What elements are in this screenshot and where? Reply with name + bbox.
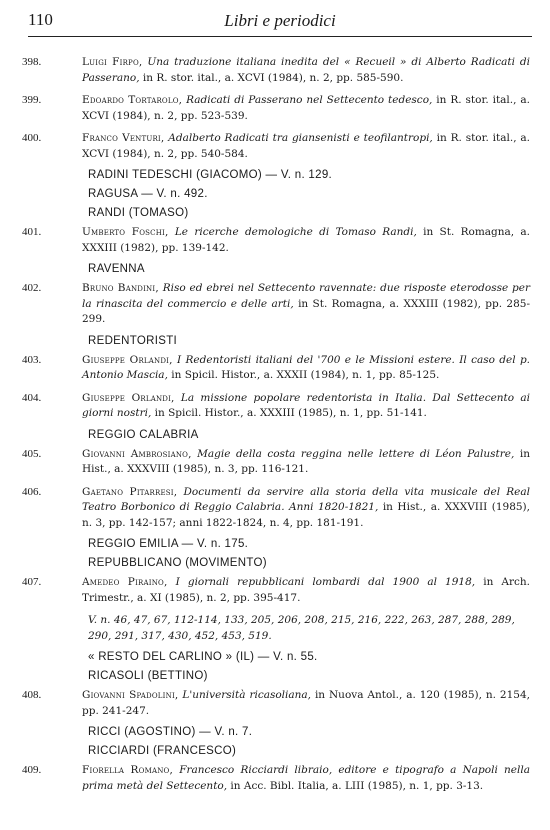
entry-number: 405.	[22, 447, 42, 460]
entry-number: 403.	[22, 353, 42, 366]
entry-citation: in Hist., a. XXXVIII (1985), n. 3, pp. 142-157; anni 1822-1824, n. 4, pp. 181-191.	[82, 501, 530, 529]
entry-author: Luigi Firpo,	[82, 56, 143, 68]
subject-heading: RADINI TEDESCHI (GIACOMO) — V. n. 129.	[88, 169, 333, 181]
bibliography-entry	[22, 353, 530, 384]
entry-citation: in St. Romagna, a. XXXIII (1982), pp. 285-299.	[82, 297, 530, 325]
cross-references: V. n. 46, 47, 67, 112-114, 133, 205, 206, 208, 215, 216, 222, 263, 287, 288, 289, 290, 291, 317, 430, 452, 453, 519.	[88, 614, 515, 642]
entry-number: 408.	[22, 689, 42, 701]
subject-heading: REDENTORISTI	[88, 334, 178, 347]
entry-number: 398.	[22, 56, 42, 68]
entry-citation: in Acc. Bibl. Italia, a. LIII (1985), n. 1, pp. 3-13.	[230, 779, 484, 792]
subject-heading: RANDI (TOMASO)	[88, 207, 189, 219]
entry-title: I giornali repubblicani lombardi dal 1900 al 1918,	[175, 576, 476, 588]
subject-heading: REPUBBLICANO (MOVIMENTO)	[88, 557, 267, 569]
entry-title: La missione popolare redentorista in Italia. Dal Settecento ai giorni nostri,	[82, 391, 531, 419]
entry-citation: in R. stor. ital., a. XCVI (1984), n. 2, pp. 523-539.	[82, 94, 530, 122]
subject-heading: REGGIO EMILIA — V. n. 175.	[88, 538, 249, 550]
entry-title: Radicati di Passerano nel Settecento tedesco,	[186, 94, 433, 106]
entry-author: Fiorella Romano,	[82, 764, 174, 776]
subject-heading: « RESTO DEL CARLINO » (IL) — V. n. 55.	[88, 651, 318, 663]
bibliography-entry	[22, 391, 531, 422]
page-header	[28, 10, 532, 36]
subject-heading: RAVENNA	[88, 263, 145, 275]
entry-title: Riso ed ebrei nel Settecento ravennate: due risposte eterodosse per la rinascita del commercio e delle arti,	[82, 282, 530, 310]
entry-number: 400.	[22, 132, 42, 144]
entry-number: 407.	[22, 576, 42, 588]
entry-author: Amedeo Piraino,	[82, 576, 168, 588]
bibliography-entry	[22, 485, 530, 532]
entry-citation: in R. stor. ital., a. XCVI (1984), n. 2, pp. 585-590.	[142, 71, 404, 84]
subject-heading: RICCIARDI (FRANCESCO)	[88, 745, 237, 757]
entry-citation: in Nuova Antol., a. 120 (1985), n. 2154, pp. 241-247.	[82, 689, 530, 717]
bibliography-entry	[22, 281, 530, 328]
bibliography-entry	[22, 93, 530, 124]
entry-citation: in R. stor. ital., a. XCVI (1984), n. 2, pp. 540-584.	[82, 132, 530, 160]
bibliography-entry	[22, 131, 530, 162]
bibliography-entry	[22, 55, 531, 86]
page-number: 110	[28, 10, 53, 29]
entry-citation: in St. Romagna, a. XXXIII (1982), pp. 139-142.	[82, 226, 531, 254]
entry-number: 404.	[22, 391, 42, 404]
bibliography-entry	[22, 447, 530, 478]
entry-citation: in Arch. Trimestr., a. XI (1985), n. 2, pp. 395-417.	[82, 576, 531, 604]
entry-title: Francesco Ricciardi libraio, editore e tipografo a Napoli nella prima metà del Settecento,	[82, 764, 530, 792]
entry-citation: in Spicil. Histor., a. XXXII (1984), n. 1, pp. 85-125.	[171, 369, 440, 381]
entry-number: 401.	[22, 226, 42, 238]
entry-title: Magie della costa reggina nelle lettere di Léon Palustre,	[197, 447, 515, 460]
entry-author: Bruno Bandini,	[82, 282, 159, 294]
entry-number: 409.	[22, 764, 42, 776]
header-rule	[28, 36, 532, 37]
entry-title: Le ricerche demologiche di Tomaso Randi,	[174, 226, 417, 238]
entry-citation: in Hist., a. XXXVIII (1985), n. 3, pp. 116-121.	[82, 447, 530, 475]
subject-heading: RICCI (AGOSTINO) — V. n. 7.	[88, 726, 253, 738]
subject-heading: REGGIO CALABRIA	[88, 428, 199, 441]
entry-number: 402.	[22, 282, 42, 294]
bibliography-entry	[22, 225, 531, 256]
bibliography-entry	[22, 688, 530, 719]
entry-number: 406.	[22, 485, 42, 498]
entry-author: Franco Venturi,	[82, 132, 165, 144]
entry-author: Giuseppe Orlandi,	[82, 391, 175, 404]
entry-citation: in Spicil. Histor., a. XXXIII (1985), n. 1, pp. 51-141.	[154, 407, 427, 419]
entry-author: Giovanni Ambrosiano,	[82, 447, 192, 460]
entry-author: Gaetano Pitarresi,	[82, 485, 178, 498]
entry-author: Giovanni Spadolini,	[82, 689, 179, 701]
entry-title: Documenti da servire alla storia della vita musicale del Real Teatro Borbonico di Reggio Calabria. Anni 1820-1821,	[82, 485, 530, 513]
entry-title: Adalberto Radicati tra giansenisti e teofilantropi,	[168, 132, 433, 144]
running-title: Libri e periodici	[224, 11, 336, 30]
entry-title: Una traduzione italiana inedita del « Recueil » di Alberto Radicati di Passerano,	[82, 56, 531, 84]
entry-author: Giuseppe Orlandi,	[82, 353, 173, 366]
entry-author: Edoardo Tortarolo,	[82, 94, 183, 106]
bibliography-entry	[22, 763, 530, 794]
bibliography-list	[0, 50, 550, 801]
entry-number: 399.	[22, 94, 42, 106]
subject-heading: RICASOLI (BETTINO)	[88, 670, 208, 682]
subject-heading: RAGUSA — V. n. 492.	[88, 188, 208, 200]
bibliography-entry	[22, 575, 531, 606]
entry-title: I Redentoristi italiani del '700 e le Missioni estere. Il caso del p. Antonio Mascia,	[82, 353, 530, 381]
entry-author: Umberto Foschi,	[82, 226, 169, 238]
entry-title: L'università ricasoliana,	[182, 689, 312, 701]
